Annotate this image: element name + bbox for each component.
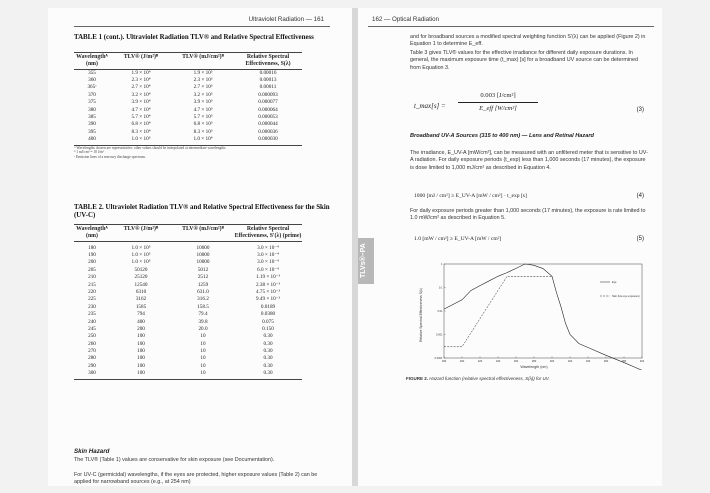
running-head-right: 162 — Optical Radiation xyxy=(372,16,440,23)
y-tick-label: 0.01 xyxy=(437,310,443,313)
table1-cell: 8.3 × 10³ xyxy=(193,128,213,135)
table2-col-wavelength: Wavelengthᴬ (nm) xyxy=(76,226,108,239)
table2-row xyxy=(74,252,302,259)
table1-col-tlv-mj: TLV® (mJ/cm²)ᴮ xyxy=(182,54,224,60)
table2-row xyxy=(74,326,302,333)
table2-col-tlv-j: TLV® (J/m²)ᴮ xyxy=(123,226,159,232)
table1-cell: 2.3 × 10⁴ xyxy=(131,76,151,83)
table1-row xyxy=(74,70,302,77)
table2-cell: 79.4 xyxy=(198,311,208,318)
x-tick-label: 380 xyxy=(621,360,627,363)
table1-body xyxy=(74,70,302,144)
table1-row xyxy=(74,92,302,99)
x-tick-label: 280 xyxy=(531,360,537,363)
table2-cell: 10 xyxy=(200,333,206,340)
table2-cell: 210 xyxy=(88,274,96,281)
table2-cell: 10000 xyxy=(196,244,210,251)
table1-cell: 3.2 × 10⁴ xyxy=(131,91,151,98)
table1-cell: 4.7 × 10⁴ xyxy=(131,106,151,113)
table2-cell: 3.0 × 10⁻⁴ xyxy=(257,251,279,258)
table1-header xyxy=(74,52,302,70)
table2-cell: 9.49 × 10⁻³ xyxy=(255,296,281,303)
table1-footnote: ᴮ 1 mJ/cm² = 10 J/m² xyxy=(74,150,105,155)
eq4: 1000 [mJ / cm²] ≥ E_UV-A [mW / cm²] · t_exp [s] xyxy=(414,193,527,199)
table2-cell: 631.0 xyxy=(197,288,209,295)
table1-caption: TABLE 1 (cont.). Ultraviolet Radiation TLV® and Relative Spectral Effectiveness xyxy=(74,34,314,41)
paragraph-1: and for broadband sources a modified spectral weighting function S'(λ) can be applied (Figure 2) in Equation 1 to determine E_eff. xyxy=(410,34,646,48)
table2-cell: 270 xyxy=(88,348,96,355)
table1-cell: 0.000064 xyxy=(258,106,278,113)
table1-cell: 390 xyxy=(88,121,96,128)
table2-cell: 205 xyxy=(88,266,96,273)
table1-cell: 6.8 × 10⁴ xyxy=(131,121,151,128)
table2-row xyxy=(74,259,302,266)
table1-cell: 400 xyxy=(88,136,96,143)
table1-cell: 0.000030 xyxy=(258,136,278,143)
y-tick-label: 0.1 xyxy=(438,286,443,290)
table2-row xyxy=(74,370,302,377)
table2-cell: 1.0 × 10⁵ xyxy=(131,244,151,251)
table1-footnote: ᶜ Emission lines of a mercury discharge spectrum. xyxy=(74,154,146,159)
table1-cell: 1.0 × 10⁴ xyxy=(193,136,213,143)
table2-cell: 100 xyxy=(137,333,145,340)
table2-cell: 10 xyxy=(200,362,206,369)
table1-cell: 0.000044 xyxy=(258,121,278,128)
table2-cell: 250 xyxy=(88,333,96,340)
table1-cell: 375 xyxy=(88,99,96,106)
left-page xyxy=(48,8,352,486)
table1-cell: 2.3 × 10³ xyxy=(193,76,213,83)
table1-row xyxy=(74,77,302,84)
table2-row xyxy=(74,319,302,326)
table1-row xyxy=(74,99,302,106)
table2-cell: 225 xyxy=(88,296,96,303)
table1-cell: 360 xyxy=(88,76,96,83)
table2-cell: 5012 xyxy=(197,266,209,273)
table1-cell: 3.9 × 10³ xyxy=(193,99,213,106)
table1-row xyxy=(74,114,302,121)
table2-cell: 50120 xyxy=(134,266,148,273)
table1-cell: 1.9 × 10³ xyxy=(193,69,213,76)
table2-cell: 100 xyxy=(137,370,145,377)
x-tick-label: 180 xyxy=(441,360,447,363)
table2-cell: 100 xyxy=(137,340,145,347)
table2-cell: 0.0380 xyxy=(260,311,276,318)
table1-cell: 2.7 × 10³ xyxy=(193,84,213,91)
x-tick-label: 400 xyxy=(639,360,645,363)
table1-col-tlv-j: TLV® (J/m²)ᴮ xyxy=(123,54,159,60)
table2-cell: 290 xyxy=(88,362,96,369)
legend-label: Eye xyxy=(612,281,617,284)
table1-footnote: ᴬ Wavelengths chosen are representative; other values should be interpolated at intermediate wavelengths. xyxy=(74,145,227,150)
eq3-lhs: t_max[s] = xyxy=(414,102,446,110)
table1-cell: 0.000093 xyxy=(258,91,278,98)
uva-section-heading: Broadband UV-A Sources (315 to 400 nm) — Lens and Retinal Hazard xyxy=(410,133,594,139)
table2-cell: 12540 xyxy=(134,281,148,288)
figure-2-caption-text: Hazard function (relative spectral effectiveness, S(λ)) for UV. xyxy=(429,376,550,381)
table2-row xyxy=(74,274,302,281)
table2-row xyxy=(74,311,302,318)
table2-row xyxy=(74,282,302,289)
table2-cell: 3162 xyxy=(135,296,147,303)
table2-cell: 158.5 xyxy=(197,303,209,310)
skin-hazard-heading: Skin Hazard xyxy=(74,448,110,455)
table1-col-effectiveness: Relative Spectral Effectiveness, S(λ) xyxy=(245,54,291,67)
x-tick-label: 360 xyxy=(603,360,609,363)
table2-cell: 240 xyxy=(88,318,96,325)
table1-row xyxy=(74,107,302,114)
table2-col-effectiveness: Relative Spectral Effectiveness, S'(λ) (prime) xyxy=(234,226,302,239)
table2-cell: 0.30 xyxy=(263,348,273,355)
y-axis-label: Relative Spectral Effectiveness S(λ) xyxy=(419,288,423,342)
figure-2-caption-label: FIGURE 2. xyxy=(406,376,429,381)
table1-cell: 0.000077 xyxy=(258,99,278,106)
table2-bottom-rule xyxy=(74,379,302,380)
table2-cell: 3.0 × 10⁻⁴ xyxy=(257,244,279,251)
table1-cell: 6.8 × 10³ xyxy=(193,121,213,128)
table1-cell: 4.7 × 10³ xyxy=(193,106,213,113)
side-tab xyxy=(358,238,374,284)
table2-cell: 0.075 xyxy=(262,318,274,325)
table2-row xyxy=(74,355,302,362)
table1-cell: 5.7 × 10⁴ xyxy=(131,113,151,120)
table1-col-wavelength: Wavelengthᴬ (nm) xyxy=(76,54,108,67)
table2-row xyxy=(74,333,302,340)
x-tick-label: 300 xyxy=(549,360,555,363)
eq3-denominator: E_eff [W/cm²] xyxy=(479,105,517,112)
table2-cell: 245 xyxy=(88,325,96,332)
table1-cell: 380 xyxy=(88,106,96,113)
table2-cell: 0.30 xyxy=(263,370,273,377)
table2-cell: 10000 xyxy=(196,259,210,266)
table2-cell: 180 xyxy=(88,244,96,251)
figure-2-chart xyxy=(418,260,650,370)
table2-cell: 0.30 xyxy=(263,340,273,347)
table2-cell: 215 xyxy=(88,281,96,288)
series-line-eye xyxy=(441,264,642,370)
table2-cell: 25120 xyxy=(134,274,148,281)
paragraph-2: Table 3 gives TLV® values for the effective irradiance for different daily exposure durations. In general, the maximum exposure time (t_max) [s] for a broadband UV source can be determined from Equation 3. xyxy=(410,50,639,71)
table2-cell: 6.0 × 10⁻⁴ xyxy=(257,266,279,273)
table2-cell: 2512 xyxy=(197,274,209,281)
eq4-number: (4) xyxy=(636,193,644,199)
table2 xyxy=(74,224,302,380)
table1-row xyxy=(74,84,302,91)
table2-cell: 2.38 × 10⁻³ xyxy=(255,281,281,288)
table2-cell: 0.0189 xyxy=(260,303,276,310)
y-tick-label: 0.0001 xyxy=(434,357,443,360)
x-axis-label: Wavelength (nm) xyxy=(520,365,548,369)
table1-row xyxy=(74,129,302,136)
table1-cell: 3.2 × 10³ xyxy=(193,91,213,98)
figure-2-caption xyxy=(406,376,550,381)
table2-cell: 1.0 × 10⁵ xyxy=(131,251,151,258)
table2-cell: 100 xyxy=(137,362,145,369)
table1-cell: 3.9 × 10⁴ xyxy=(131,99,151,106)
right-page xyxy=(358,8,662,486)
table2-row xyxy=(74,341,302,348)
table2-cell: 0.30 xyxy=(263,333,273,340)
eq3-fraction-bar xyxy=(458,102,538,103)
table2-body xyxy=(74,242,302,378)
table2-cell: 10 xyxy=(200,355,206,362)
table1-cell: 370 xyxy=(88,91,96,98)
table2-row xyxy=(74,348,302,355)
table2-cell: 3.0 × 10⁻⁴ xyxy=(257,259,279,266)
paragraph-4: For daily exposure periods greater than 1,000 seconds (17 minutes), the exposure is rate limited to 1.0 mW/cm² as described in Equation 5. xyxy=(410,208,646,222)
table1-cell: 1.9 × 10⁴ xyxy=(131,69,151,76)
table2-row xyxy=(74,245,302,252)
table2-header xyxy=(74,224,302,242)
table2-cell: 0.30 xyxy=(263,355,273,362)
table1-cell: 2.7 × 10⁴ xyxy=(131,84,151,91)
table2-row xyxy=(74,363,302,370)
eq3-number: (3) xyxy=(636,107,644,113)
table2-cell: 230 xyxy=(88,303,96,310)
table1-cell: 1.0 × 10⁵ xyxy=(131,136,151,143)
table2-cell: 10 xyxy=(200,370,206,377)
table2-cell: 6310 xyxy=(135,288,147,295)
table1-cell: 385 xyxy=(88,113,96,120)
table1-cell: 0.00011 xyxy=(259,84,277,91)
table1-cell: 395 xyxy=(88,128,96,135)
table1-cell: 365ᶜ xyxy=(87,84,97,91)
header-rule xyxy=(74,26,330,27)
table2-cell: 200 xyxy=(137,325,145,332)
table2-cell: 190 xyxy=(88,251,96,258)
table1-row xyxy=(74,136,302,143)
table1-row xyxy=(74,121,302,128)
table2-cell: 100 xyxy=(137,348,145,355)
x-tick-label: 340 xyxy=(585,360,591,363)
table2-row xyxy=(74,267,302,274)
eq5-number: (5) xyxy=(636,236,644,242)
x-tick-label: 320 xyxy=(567,360,573,363)
table2-cell: 300 xyxy=(88,370,96,377)
table2-cell: 1.19 × 10⁻³ xyxy=(255,274,281,281)
table2-row xyxy=(74,289,302,296)
table2-cell: 794 xyxy=(137,311,145,318)
table2-cell: 1585 xyxy=(135,303,147,310)
table2-cell: 316.2 xyxy=(197,296,209,303)
table2-cell: 0.150 xyxy=(262,325,274,332)
table1-cell: 0.000053 xyxy=(258,113,278,120)
table1-footnotes xyxy=(74,145,302,160)
table2-cell: 39.8 xyxy=(198,318,208,325)
table2-cell: 1.0 × 10⁵ xyxy=(131,259,151,266)
y-tick-label: 1 xyxy=(441,263,443,266)
x-tick-label: 260 xyxy=(513,360,519,363)
table2-cell: 4.75 × 10⁻³ xyxy=(255,288,281,295)
table1 xyxy=(74,52,302,159)
table2-cell: 235 xyxy=(88,311,96,318)
table2-cell: 20.0 xyxy=(198,325,208,332)
plot-frame xyxy=(444,264,642,358)
table2-cell: 220 xyxy=(88,288,96,295)
eq5: 1.0 [mW / cm²] ≥ E_UV-A [mW / cm²] xyxy=(414,236,502,242)
table2-row xyxy=(74,304,302,311)
legend-label: Skin (low eye exposure) xyxy=(612,295,640,298)
table2-cell: 10 xyxy=(200,348,206,355)
table1-cell: 0.000036 xyxy=(258,128,278,135)
header-rule xyxy=(368,26,654,27)
table2-cell: 100 xyxy=(137,355,145,362)
side-tab-label: TLVs®–PA xyxy=(360,243,367,278)
table2-cell: 0.30 xyxy=(263,362,273,369)
eq3-numerator: 0.003 [J/cm²] xyxy=(480,92,516,99)
table1-cell: 0.00016 xyxy=(259,69,277,76)
x-tick-label: 220 xyxy=(477,360,483,363)
table2-cell: 400 xyxy=(137,318,145,325)
table2-cell: 200 xyxy=(88,259,96,266)
table2-cell: 10 xyxy=(200,340,206,347)
series-line-skin xyxy=(444,276,552,347)
skin-hazard-paragraph-2: For UV-C (germicidal) wavelengths, if the eyes are protected, higher exposure values (Table 2) can be applied for narrowband sources (e.g., at 254 nm) xyxy=(74,472,318,486)
table2-cell: 10000 xyxy=(196,251,210,258)
x-tick-label: 240 xyxy=(495,360,501,363)
skin-hazard-paragraph-1: The TLV® (Table 1) values are conservative for skin exposure (see Documentation). xyxy=(74,457,275,463)
table1-cell: 0.00013 xyxy=(259,76,277,83)
y-tick-label: 0.001 xyxy=(436,333,443,337)
table2-cell: 260 xyxy=(88,340,96,347)
table2-caption: TABLE 2. Ultraviolet Radiation TLV® and Relative Spectral Effectiveness for the Skin (UV-C) xyxy=(74,204,330,219)
running-head-left: Ultraviolet Radiation — 161 xyxy=(248,16,324,23)
table2-col-tlv-mj: TLV® (mJ/cm²)ᴮ xyxy=(182,226,224,232)
table1-cell: 8.3 × 10⁴ xyxy=(131,128,151,135)
table1-cell: 5.7 × 10³ xyxy=(193,113,213,120)
paragraph-3: The irradiance, E_UV-A [mW/cm²], can be measured with an unfiltered meter that is sensitive to UV-A radiation. For daily exposure periods (t_exp) less than 1,000 seconds (17 minutes), the exposure is dose limited to 1,000 mJ/cm² as described in Equation 4. xyxy=(410,150,648,171)
table2-cell: 280 xyxy=(88,355,96,362)
table2-cell: 1259 xyxy=(197,281,209,288)
table2-row xyxy=(74,296,302,303)
x-tick-label: 200 xyxy=(459,360,465,363)
table1-cell: 355 xyxy=(88,69,96,76)
